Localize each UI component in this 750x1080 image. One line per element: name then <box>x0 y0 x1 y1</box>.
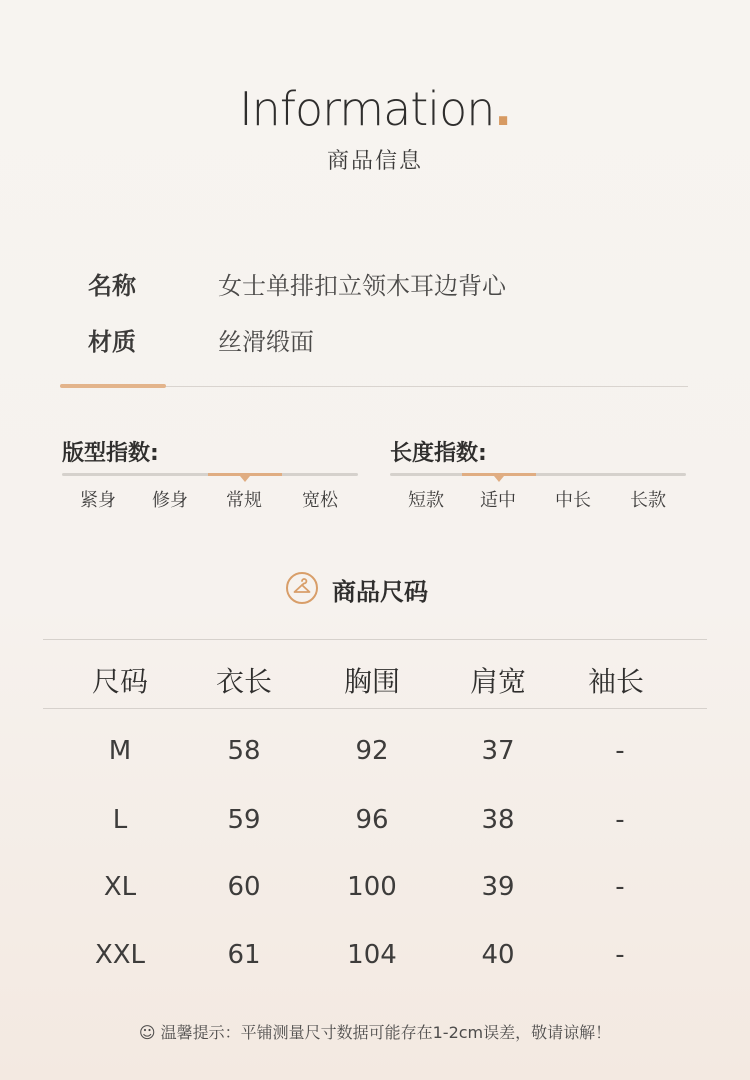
info-key-material: 材质 <box>88 328 136 356</box>
cell-bust: 100 <box>347 872 397 902</box>
footnote-tip: ☺ 温馨提示：平铺测量尺寸数据可能存在1-2cm误差，敬请谅解！ <box>138 1023 612 1042</box>
table-header-border <box>43 708 707 709</box>
cell-sleeve: - <box>615 872 625 902</box>
cell-length: 59 <box>227 805 261 835</box>
header-bust: 胸围 <box>343 665 400 698</box>
length-index-track <box>390 473 686 476</box>
info-value-material: 丝滑缎面 <box>218 328 314 356</box>
length-index-title: 长度指数: <box>390 441 487 466</box>
length-option-medium: 适中 <box>480 490 516 511</box>
length-option-midlong: 中长 <box>555 490 591 511</box>
length-option-long: 长款 <box>630 490 666 511</box>
cell-size: M <box>108 736 132 766</box>
fit-option-loose: 宽松 <box>302 490 338 511</box>
cell-length: 60 <box>227 872 261 902</box>
info-divider-accent <box>60 384 166 388</box>
cell-length: 58 <box>227 736 261 766</box>
cell-sleeve: - <box>615 736 625 766</box>
fit-option-slim: 修身 <box>152 490 188 511</box>
cell-sleeve: - <box>615 940 625 970</box>
cell-bust: 92 <box>355 736 389 766</box>
page-title-cn: 商品信息 <box>326 149 423 174</box>
fit-index-title: 版型指数: <box>62 441 159 466</box>
cell-shoulder: 40 <box>481 940 515 970</box>
cell-sleeve: - <box>615 805 625 835</box>
cell-shoulder: 39 <box>481 872 515 902</box>
length-index-marker <box>494 476 504 482</box>
cell-size: XXL <box>94 940 146 970</box>
cell-size: XL <box>103 872 137 902</box>
header-sleeve: 袖长 <box>587 665 644 698</box>
cell-size: L <box>112 805 128 835</box>
table-top-border <box>43 639 707 640</box>
fit-option-tight: 紧身 <box>80 490 116 511</box>
fit-index-marker <box>240 476 250 482</box>
info-value-name: 女士单排扣立领木耳边背心 <box>218 272 506 300</box>
info-key-name: 名称 <box>88 272 136 300</box>
header-length: 衣长 <box>215 665 272 698</box>
cell-length: 61 <box>227 940 261 970</box>
cell-bust: 104 <box>347 940 397 970</box>
fit-option-regular: 常规 <box>226 490 262 511</box>
size-section-title: 商品尺码 <box>332 578 428 606</box>
cell-shoulder: 38 <box>481 805 515 835</box>
page-title-en <box>0 82 750 136</box>
hanger-icon <box>286 572 318 604</box>
length-option-short: 短款 <box>408 490 444 511</box>
header-shoulder: 肩宽 <box>469 665 526 698</box>
header-size: 尺码 <box>91 665 148 698</box>
title-en-text: Information <box>239 82 495 136</box>
cell-bust: 96 <box>355 805 389 835</box>
title-dot: . <box>494 82 511 136</box>
cell-shoulder: 37 <box>481 736 515 766</box>
